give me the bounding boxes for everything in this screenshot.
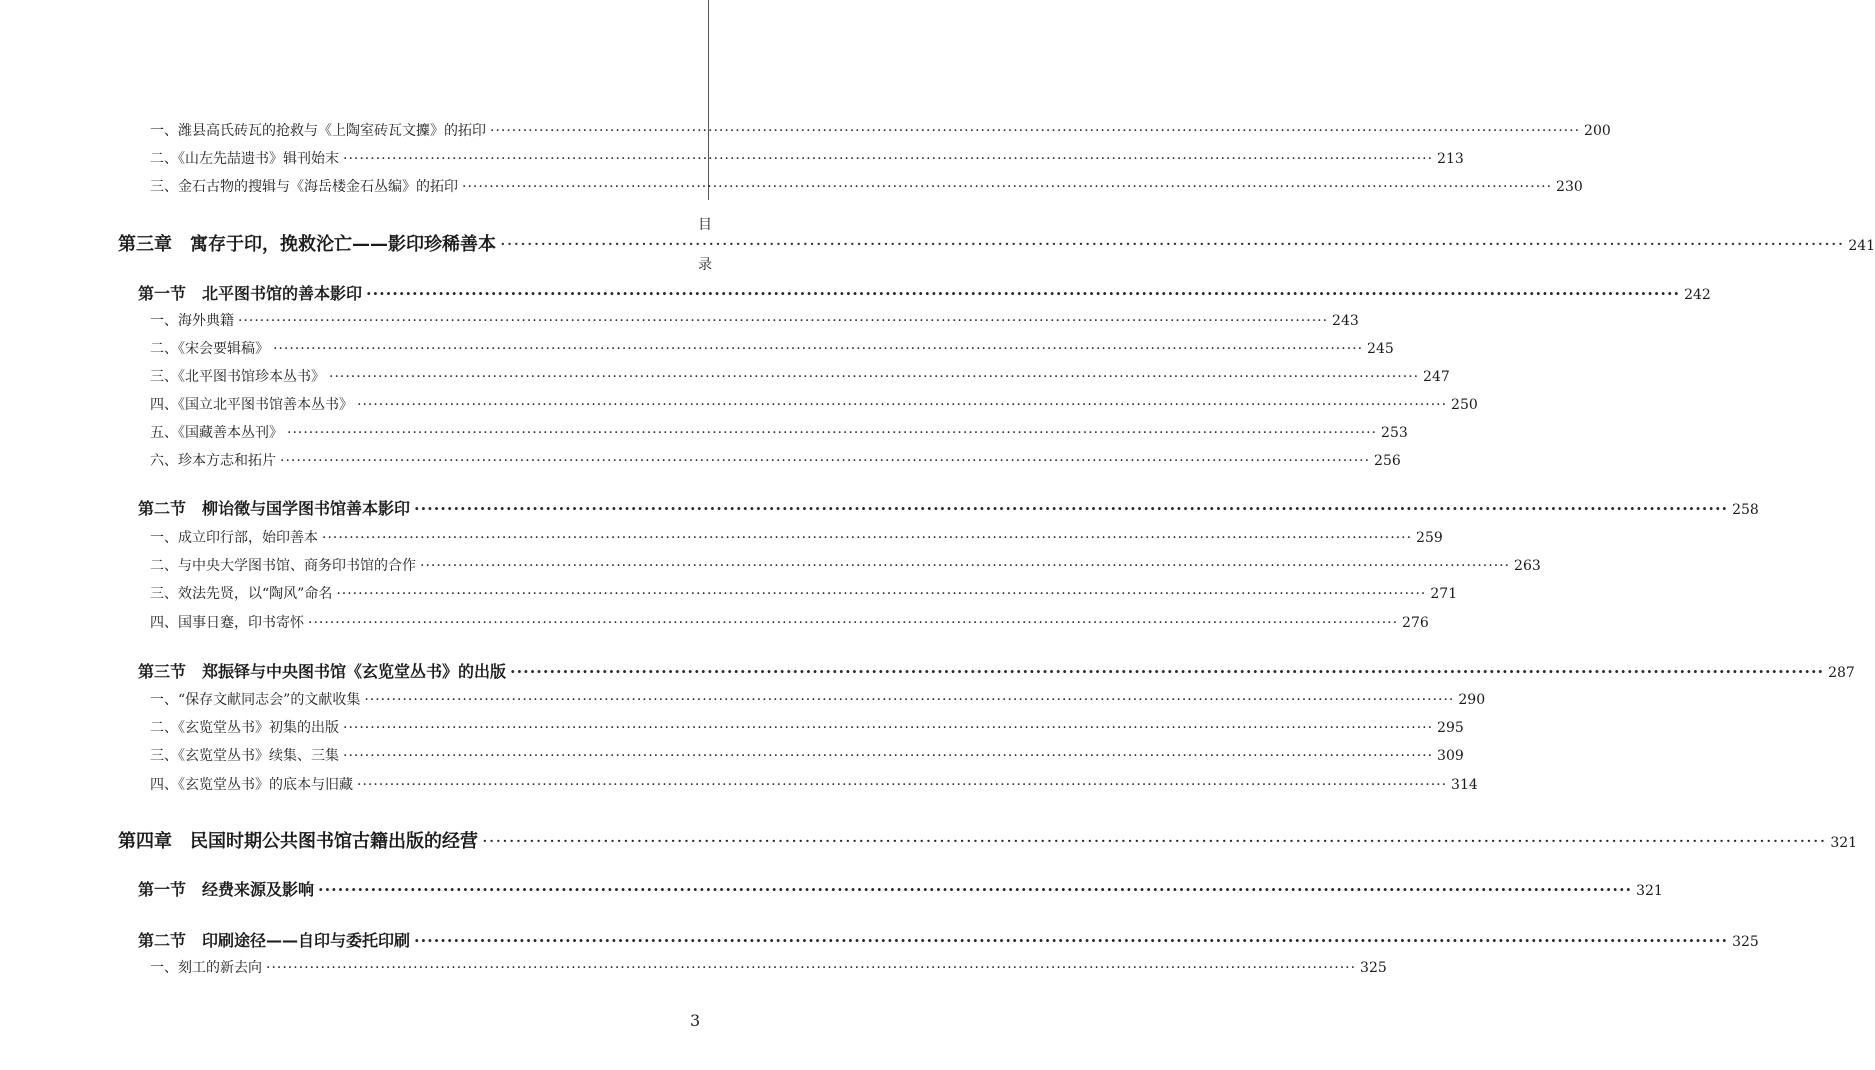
toc-entry-title: 第三节 郑振铎与中央图书馆《玄览堂丛书》的出版: [138, 662, 507, 681]
toc-entry-page: 241: [1848, 238, 1875, 254]
toc-entry-page: 309: [1437, 748, 1464, 764]
toc-entry-title: 第二节 印刷途径——自印与委托印刷: [138, 931, 411, 950]
dot-leader: ········································································································································································································: [322, 530, 1413, 546]
toc-item-row: [150, 612, 1429, 632]
toc-entry-page: 250: [1451, 397, 1478, 413]
dot-leader: ········································································································································································································: [329, 369, 1420, 385]
dot-leader: ········································································································································································································: [357, 777, 1448, 793]
toc-entry-title: 二、《山左先喆遗书》辑刊始末: [150, 151, 339, 167]
toc-entry-page: 230: [1556, 179, 1583, 195]
toc-entry-title: 一、海外典籍: [150, 313, 234, 329]
toc-entry-page: 290: [1458, 692, 1486, 708]
toc-item-row: [150, 120, 1611, 140]
toc-item-row: [150, 176, 1583, 196]
toc-entry-title: 一、潍县高氏砖瓦的抢救与《上陶室砖瓦文攈》的拓印: [150, 123, 486, 139]
toc-entry-title: 第一节 经费来源及影响: [138, 880, 315, 899]
page-number: 3: [690, 1011, 701, 1030]
toc-entry-title: 三、《北平图书馆珍本丛书》: [150, 369, 325, 385]
dot-leader: ········································································································································································································: [308, 615, 1399, 631]
toc-entry-title: 第二节 柳诒徵与国学图书馆善本影印: [138, 499, 411, 518]
toc-section-row: [138, 877, 1663, 900]
dot-leader: ········································································································································································································: [414, 499, 1729, 518]
toc-entry-title: 一、“保存文献同志会”的文献收集: [150, 692, 361, 708]
toc-entry-page: 325: [1360, 960, 1387, 976]
dot-leader: ········································································································································································································: [287, 425, 1378, 441]
toc-entry-title: 二、《玄览堂丛书》初集的出版: [150, 720, 339, 736]
toc-entry-title: 三、《玄览堂丛书》续集、三集: [150, 748, 339, 764]
toc-item-row: [150, 774, 1478, 794]
toc-item-row: [150, 583, 1458, 603]
dot-leader: ········································································································································································································: [280, 453, 1371, 469]
toc-section-row: [138, 659, 1855, 682]
toc-entry-title: 一、刻工的新去向: [150, 960, 262, 976]
dot-leader: ········································································································································································································: [343, 748, 1434, 764]
dot-leader: ········································································································································································································: [357, 397, 1448, 413]
dot-leader: ········································································································································································································: [500, 234, 1845, 255]
dot-leader: ········································································································································································································: [266, 960, 1357, 976]
toc-item-row: [150, 450, 1401, 470]
toc-entry-title: 三、效法先贤，以“陶风”命名: [150, 586, 333, 602]
dot-leader: ········································································································································································································: [490, 123, 1581, 139]
dot-leader: ········································································································································································································: [414, 931, 1729, 950]
dot-leader: ········································································································································································································: [366, 284, 1681, 303]
toc-item-row: [150, 422, 1408, 442]
toc-section-row: [138, 496, 1759, 519]
toc-entry-page: 314: [1451, 777, 1478, 793]
toc-item-row: [150, 310, 1359, 330]
toc-item-row: [150, 717, 1464, 737]
toc-entry-page: 321: [1830, 835, 1858, 851]
toc-item-row: [150, 745, 1464, 765]
toc-entry-page: 247: [1423, 369, 1450, 385]
toc-item-row: [150, 338, 1394, 358]
dot-leader: ········································································································································································································: [343, 151, 1434, 167]
toc-entry-page: 287: [1828, 665, 1855, 681]
toc-item-row: [150, 527, 1443, 547]
toc-entry-title: 二、《宋会要辑稿》: [150, 341, 269, 357]
dot-leader: ········································································································································································································: [343, 720, 1434, 736]
tab-char-1: 目: [698, 217, 712, 233]
toc-entry-page: 253: [1381, 425, 1408, 441]
toc-entry-title: 一、成立印行部，始印善本: [150, 530, 318, 546]
toc-entry-title: 五、《国藏善本丛刊》: [150, 425, 283, 441]
dot-leader: ········································································································································································································: [273, 341, 1364, 357]
toc-chapter-row: [118, 827, 1858, 853]
toc-entry-title: 三、金石古物的搜辑与《海岳楼金石丛编》的拓印: [150, 179, 458, 195]
dot-leader: ········································································································································································································: [420, 558, 1511, 574]
toc-entry-page: 256: [1374, 453, 1401, 469]
toc-section-row: [138, 928, 1759, 951]
dot-leader: ········································································································································································································: [482, 831, 1827, 852]
toc-entry-page: 295: [1437, 720, 1464, 736]
toc-entry-title: 四、《玄览堂丛书》的底本与旧藏: [150, 777, 353, 793]
toc-item-row: [150, 957, 1387, 977]
toc-item-row: [150, 148, 1464, 168]
toc-entry-page: 243: [1332, 313, 1359, 329]
side-rule: [708, 0, 709, 200]
dot-leader: ········································································································································································································: [510, 662, 1825, 681]
tab-char-2: 录: [698, 257, 712, 273]
toc-item-row: [150, 394, 1478, 414]
toc-entry-page: 325: [1732, 934, 1759, 950]
toc-chapter-row: [118, 230, 1875, 256]
toc-section-row: [138, 281, 1711, 304]
toc-item-row: [150, 689, 1486, 709]
dot-leader: ········································································································································································································: [462, 179, 1553, 195]
toc-entry-page: 200: [1584, 123, 1611, 139]
toc-entry-page: 263: [1514, 558, 1541, 574]
toc-entry-page: 258: [1732, 502, 1759, 518]
dot-leader: ········································································································································································································: [238, 313, 1329, 329]
toc-entry-title: 四、国事日蹇，印书寄怀: [150, 615, 304, 631]
toc-item-row: [150, 366, 1450, 386]
toc-entry-title: 第一节 北平图书馆的善本影印: [138, 284, 363, 303]
toc-entry-page: 276: [1402, 615, 1429, 631]
dot-leader: ········································································································································································································: [336, 586, 1427, 602]
toc-entry-title: 二、与中央大学图书馆、商务印书馆的合作: [150, 558, 416, 574]
toc-item-row: [150, 555, 1541, 575]
toc-entry-title: 第四章 民国时期公共图书馆古籍出版的经营: [118, 831, 478, 852]
toc-entry-title: 第三章 寓存于印，挽救沦亡——影印珍稀善本: [118, 234, 496, 255]
toc-entry-page: 271: [1430, 586, 1458, 602]
toc-entry-page: 245: [1367, 341, 1394, 357]
toc-entry-page: 321: [1636, 883, 1663, 899]
toc-entry-title: 四、《国立北平图书馆善本丛书》: [150, 397, 353, 413]
dot-leader: ········································································································································································································: [318, 880, 1633, 899]
toc-entry-page: 242: [1684, 287, 1711, 303]
toc-entry-title: 六、珍本方志和拓片: [150, 453, 276, 469]
toc-entry-page: 259: [1416, 530, 1443, 546]
toc-entry-page: 213: [1437, 151, 1464, 167]
dot-leader: ········································································································································································································: [364, 692, 1455, 708]
